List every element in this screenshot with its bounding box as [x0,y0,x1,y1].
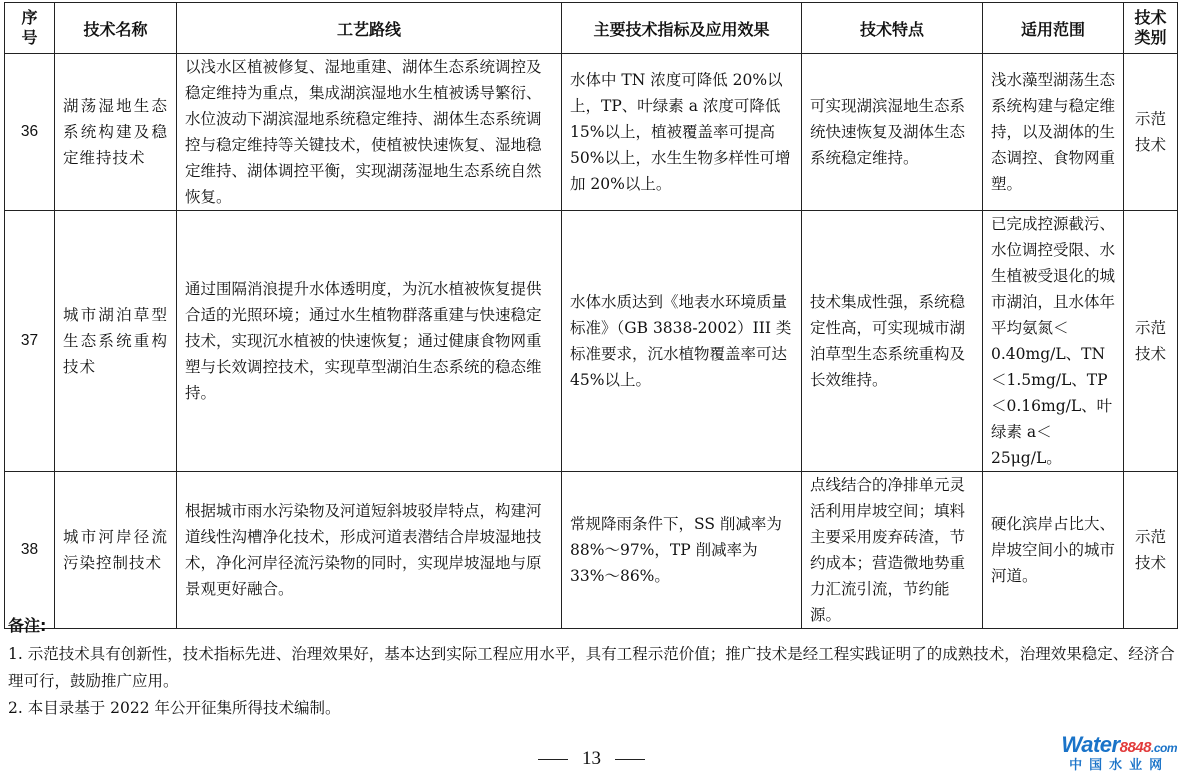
notes-line-1: 1. 示范技术具有创新性，技术指标先进、治理效果好，基本达到实际工程应用水平，具有工程示范价值；推广技术是经工程实践证明了的成熟技术，治理效果稳定、经济合理可行，鼓励推广应用。 [8,645,1175,690]
row-tech-name: 城市湖泊草型生态系统重构技术 [55,211,177,472]
notes-title: 备注: [8,616,47,635]
row-idx: 36 [5,54,55,211]
row-type: 示范技术 [1124,211,1178,472]
row-type: 示范技术 [1124,472,1178,629]
page-number-text: 13 [582,748,601,769]
header-type: 技术 类别 [1124,3,1178,54]
page-dash-right [615,759,645,760]
row-scope: 硬化滨岸占比大、岸坡空间小的城市河道。 [983,472,1124,629]
page-dash-left [538,759,568,760]
row-tech-name: 城市河岸径流污染控制技术 [55,472,177,629]
row-indicators: 水体中 TN 浓度可降低 20%以上，TP、叶绿素 a 浓度可降低 15%以上，植被覆盖率可提高 50%以上，水生生物多样性可增加 20%以上。 [562,54,802,211]
row-scope: 已完成控源截污、水位调控受限、水生植被受退化的城市湖泊，且水体年平均氨氮＜0.40mg/L、TN＜1.5mg/L、TP＜0.16mg/L、叶绿素 a＜25μg/L。 [983,211,1124,472]
row-features: 可实现湖滨湿地生态系统快速恢复及湖体生态系统稳定维持。 [802,54,983,211]
notes-line-2: 2. 本目录基于 2022 年公开征集所得技术编制。 [8,699,341,717]
row-idx: 37 [5,211,55,472]
header-idx: 序 号 [5,3,55,54]
row-scope: 浅水藻型湖荡生态系统构建与稳定维持，以及湖体的生态调控、食物网重塑。 [983,54,1124,211]
row-idx: 38 [5,472,55,629]
header-scope: 适用范围 [983,3,1124,54]
watermark-domain: .com [1150,741,1177,755]
table-row [5,211,1178,472]
watermark-cn: 中国水业网 [1069,758,1170,773]
header-indicators: 主要技术指标及应用效果 [562,3,802,54]
row-type: 示范技术 [1124,54,1178,211]
table-row [5,472,1178,629]
row-process: 通过围隔消浪提升水体透明度，为沉水植被恢复提供合适的光照环境；通过水生植物群落重建与快速稳定技术，实现沉水植被的快速恢复；通过健康食物网重塑与长效调控技术，实现草型湖泊生态系统的稳态维持。 [177,211,562,472]
row-indicators: 常规降雨条件下，SS 削减率为 88%～97%，TP 削减率为 33%～86%。 [562,472,802,629]
row-indicators: 水体水质达到《地表水环境质量标准》（GB 3838-2002）III 类标准要求，沉水植物覆盖率可达 45%以上。 [562,211,802,472]
header-features: 技术特点 [802,3,983,54]
table-header-row [5,3,1178,54]
watermark-number: 8848 [1119,739,1151,756]
watermark-brand-text: Water [1061,732,1120,757]
row-features: 技术集成性强，系统稳定性高，可实现城市湖泊草型生态系统重构及长效维持。 [802,211,983,472]
header-process: 工艺路线 [177,3,562,54]
row-features: 点线结合的净排单元灵活利用岸坡空间；填料主要采用废弃砖渣，节约成本；营造微地势重力汇流引流，节约能源。 [802,472,983,629]
row-tech-name: 湖荡湿地生态系统构建及稳定维持技术 [55,54,177,211]
page-number [0,748,1183,770]
row-process: 以浅水区植被修复、湿地重建、湖体生态系统调控及稳定维持为重点，集成湖滨湿地水生植被诱导繁衍、水位波动下湖滨湿地系统稳定维持、湖体生态系统调控与稳定维持等关键技术，使植被快速恢复、湿地稳定维持、湖体调控平衡，实现湖荡湿地生态系统自然恢复。 [177,54,562,211]
watermark-logo [1061,732,1177,773]
header-name: 技术名称 [55,3,177,54]
technology-table [4,2,1178,629]
table-row [5,54,1178,211]
notes-section [8,612,1178,722]
row-process: 根据城市雨水污染物及河道短斜坡驳岸特点，构建河道线性沟槽净化技术，形成河道表潜结合岸坡湿地技术，净化河岸径流污染物的同时，实现岸坡湿地与原景观更好融合。 [177,472,562,629]
